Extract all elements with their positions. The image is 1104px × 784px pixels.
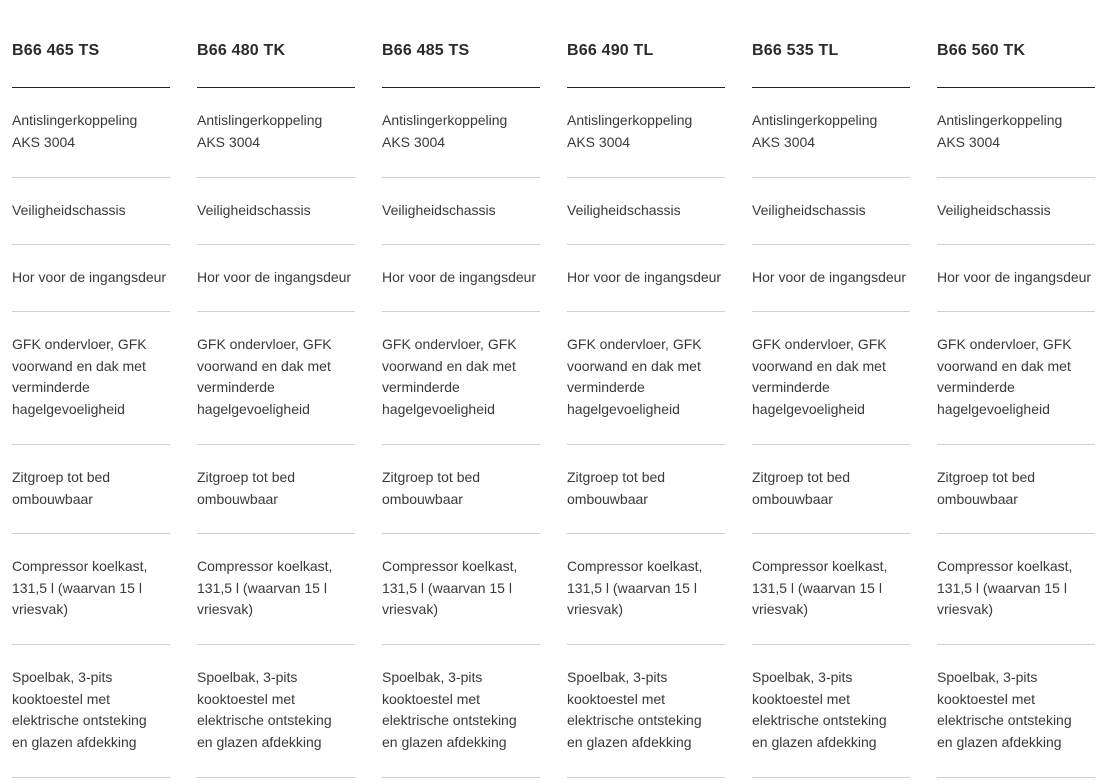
feature-safety-chassis: Veiligheidschassis [937,178,1095,245]
feature-gfk-floor-roof: GFK ondervloer, GFK voorwand en dak met verminderde hagelgevoeligheid [937,312,1095,445]
feature-door-screen: Hor voor de ingangsdeur [197,245,355,312]
feature-gfk-floor-roof: GFK ondervloer, GFK voorwand en dak met verminderde hagelgevoeligheid [752,312,910,445]
feature-door-screen: Hor voor de ingangsdeur [937,245,1095,312]
feature-safety-chassis: Veiligheidschassis [382,178,540,245]
feature-gfk-floor-roof: GFK ondervloer, GFK voorwand en dak met verminderde hagelgevoeligheid [197,312,355,445]
feature-safety-chassis: Veiligheidschassis [567,178,725,245]
model-column-b66-490-tl [567,0,725,778]
feature-door-screen: Hor voor de ingangsdeur [382,245,540,312]
model-title: B66 465 TS [12,0,170,88]
feature-convertible-seating: Zitgroep tot bed ombouwbaar [12,445,170,534]
feature-sink-hob: Spoelbak, 3-pits kooktoestel met elektrische ontsteking en glazen afdekking [567,645,725,778]
feature-safety-chassis: Veiligheidschassis [12,178,170,245]
feature-safety-chassis: Veiligheidschassis [197,178,355,245]
feature-compressor-fridge: Compressor koelkast, 131,5 l (waarvan 15 l vriesvak) [382,534,540,645]
feature-anti-sway-coupling: Antislingerkoppeling AKS 3004 [197,88,355,178]
feature-door-screen: Hor voor de ingangsdeur [12,245,170,312]
feature-anti-sway-coupling: Antislingerkoppeling AKS 3004 [567,88,725,178]
model-title: B66 490 TL [567,0,725,88]
model-title: B66 535 TL [752,0,910,88]
model-title: B66 560 TK [937,0,1095,88]
feature-convertible-seating: Zitgroep tot bed ombouwbaar [382,445,540,534]
feature-sink-hob: Spoelbak, 3-pits kooktoestel met elektrische ontsteking en glazen afdekking [937,645,1095,778]
feature-door-screen: Hor voor de ingangsdeur [752,245,910,312]
feature-compressor-fridge: Compressor koelkast, 131,5 l (waarvan 15 l vriesvak) [197,534,355,645]
feature-convertible-seating: Zitgroep tot bed ombouwbaar [567,445,725,534]
model-column-b66-480-tk [197,0,355,778]
feature-compressor-fridge: Compressor koelkast, 131,5 l (waarvan 15 l vriesvak) [12,534,170,645]
feature-compressor-fridge: Compressor koelkast, 131,5 l (waarvan 15 l vriesvak) [752,534,910,645]
feature-convertible-seating: Zitgroep tot bed ombouwbaar [197,445,355,534]
feature-sink-hob: Spoelbak, 3-pits kooktoestel met elektrische ontsteking en glazen afdekking [382,645,540,778]
feature-gfk-floor-roof: GFK ondervloer, GFK voorwand en dak met verminderde hagelgevoeligheid [382,312,540,445]
feature-sink-hob: Spoelbak, 3-pits kooktoestel met elektrische ontsteking en glazen afdekking [197,645,355,778]
model-column-b66-560-tk [937,0,1095,778]
feature-sink-hob: Spoelbak, 3-pits kooktoestel met elektrische ontsteking en glazen afdekking [752,645,910,778]
feature-anti-sway-coupling: Antislingerkoppeling AKS 3004 [12,88,170,178]
feature-gfk-floor-roof: GFK ondervloer, GFK voorwand en dak met verminderde hagelgevoeligheid [567,312,725,445]
model-column-b66-465-ts [12,0,170,778]
model-column-b66-485-ts [382,0,540,778]
feature-door-screen: Hor voor de ingangsdeur [567,245,725,312]
feature-anti-sway-coupling: Antislingerkoppeling AKS 3004 [752,88,910,178]
feature-anti-sway-coupling: Antislingerkoppeling AKS 3004 [937,88,1095,178]
feature-safety-chassis: Veiligheidschassis [752,178,910,245]
model-column-b66-535-tl [752,0,910,778]
model-title: B66 485 TS [382,0,540,88]
feature-compressor-fridge: Compressor koelkast, 131,5 l (waarvan 15 l vriesvak) [937,534,1095,645]
feature-sink-hob: Spoelbak, 3-pits kooktoestel met elektrische ontsteking en glazen afdekking [12,645,170,778]
feature-anti-sway-coupling: Antislingerkoppeling AKS 3004 [382,88,540,178]
feature-convertible-seating: Zitgroep tot bed ombouwbaar [937,445,1095,534]
feature-gfk-floor-roof: GFK ondervloer, GFK voorwand en dak met verminderde hagelgevoeligheid [12,312,170,445]
feature-compressor-fridge: Compressor koelkast, 131,5 l (waarvan 15 l vriesvak) [567,534,725,645]
model-title: B66 480 TK [197,0,355,88]
comparison-table [12,0,1095,778]
feature-convertible-seating: Zitgroep tot bed ombouwbaar [752,445,910,534]
